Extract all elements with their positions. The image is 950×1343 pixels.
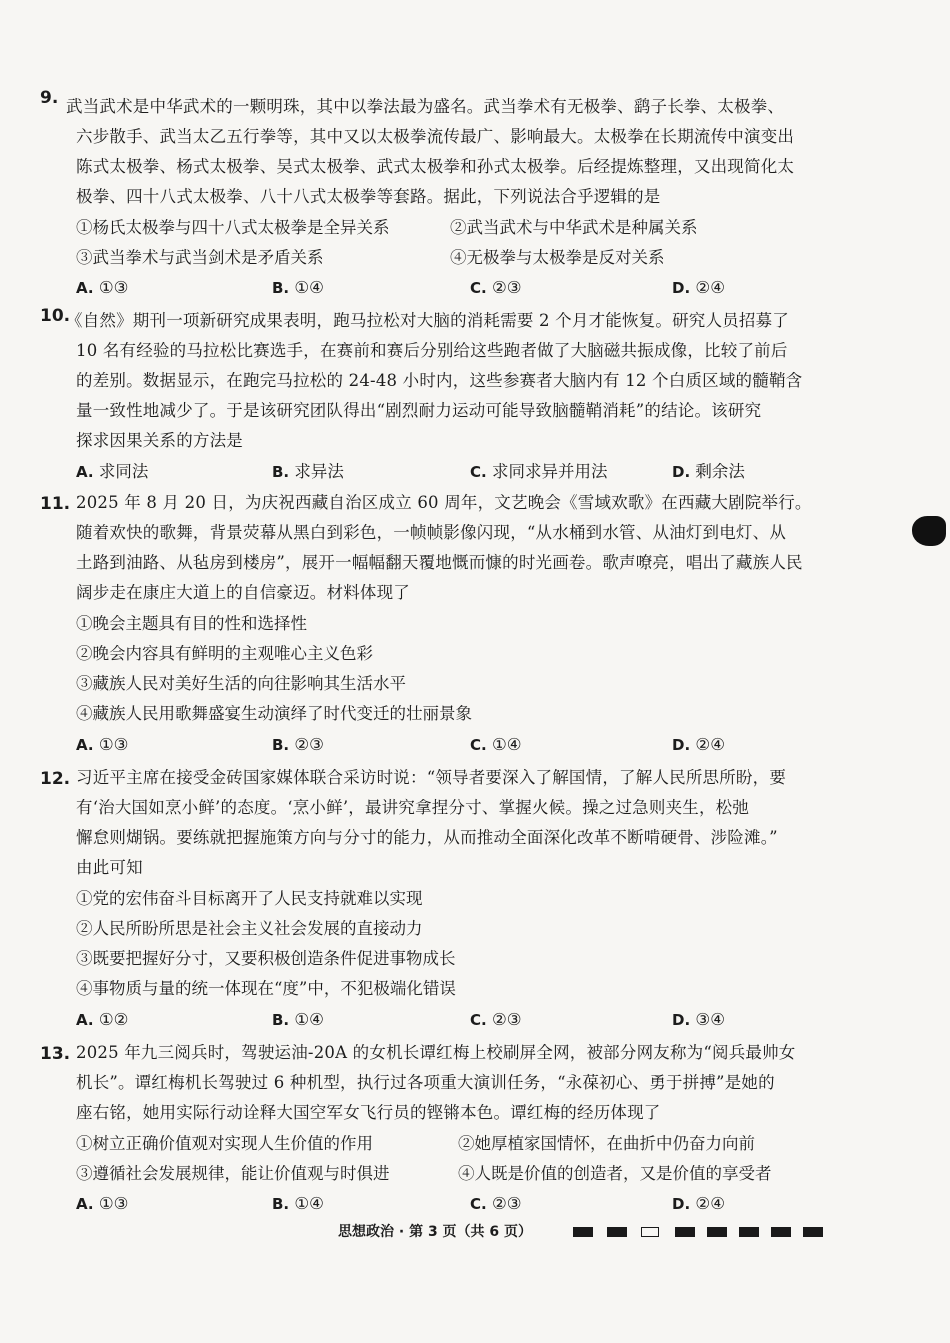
- option-text: 剩余法: [695, 462, 745, 481]
- scan-mark-hollow: [641, 1227, 659, 1237]
- option-a[interactable]: [76, 730, 128, 760]
- question-stem-line: 有‘治大国如烹小鲜’的态度。‘烹小鲜’，最讲究拿捏分寸、掌握火候。操之过急则夹生，松弛: [76, 798, 750, 817]
- option-d[interactable]: [672, 1189, 725, 1219]
- statement-4: ④事物质与量的统一体现在“度”中，不犯极端化错误: [76, 979, 456, 998]
- question-stem-line: 《自然》期刊一项新研究成果表明，跑马拉松对大脑的消耗需要 2 个月才能恢复。研究人员招募了: [66, 311, 789, 330]
- option-c[interactable]: [470, 1189, 522, 1219]
- option-letter: B.: [272, 736, 290, 754]
- statement-3: ③遵循社会发展规律，能让价值观与时俱进: [76, 1164, 390, 1183]
- option-text: 求异法: [294, 462, 344, 481]
- statement-3: ③藏族人民对美好生活的向往影响其生活水平: [76, 674, 406, 693]
- option-text: ①③: [98, 735, 129, 754]
- option-letter: C.: [470, 279, 487, 297]
- scan-mark: [607, 1227, 627, 1237]
- question-stem-line: 土路到油路、从毡房到楼房”，展开一幅幅翻天覆地慨而慷的时光画卷。歌声嘹亮，唱出了藏族人民: [76, 553, 803, 572]
- option-letter: A.: [76, 279, 94, 297]
- statement-1: ①树立正确价值观对实现人生价值的作用: [76, 1134, 373, 1153]
- question-stem-line: 2025 年九三阅兵时，驾驶运油-20A 的女机长谭红梅上校刷屏全网，被部分网友称为“阅兵最帅女: [76, 1043, 796, 1062]
- option-c[interactable]: [470, 273, 522, 303]
- option-text: ①④: [294, 278, 324, 297]
- question-stem-line: 的差别。数据显示，在跑完马拉松的 24-48 小时内，这些参赛者大脑内有 12 个白质区域的髓鞘含: [76, 371, 803, 390]
- scan-mark: [707, 1227, 727, 1237]
- question-stem-line: 量一致性地减少了。于是该研究团队得出“剧烈耐力运动可能导致脑髓鞘消耗”的结论。该研究: [76, 401, 762, 420]
- question-stem-line: 六步散手、武当太乙五行拳等，其中又以太极拳流传最广、影响最大。太极拳在长期流传中演变出: [76, 127, 795, 146]
- statement-3: ③武当拳术与武当剑术是矛盾关系: [76, 248, 324, 267]
- option-b[interactable]: [272, 273, 324, 303]
- option-text: ①④: [294, 1010, 324, 1029]
- option-a[interactable]: [76, 273, 128, 303]
- statement-1: ①晚会主题具有目的性和选择性: [76, 614, 307, 633]
- option-letter: C.: [470, 1195, 487, 1213]
- option-letter: C.: [470, 463, 487, 481]
- option-b[interactable]: [272, 730, 324, 760]
- question-stem-line: 座右铭，她用实际行动诠释大国空军女飞行员的铿锵本色。谭红梅的经历体现了: [76, 1103, 661, 1122]
- option-letter: A.: [76, 1011, 94, 1029]
- question-stem-line: 机长”。谭红梅机长驾驶过 6 种机型，执行过各项重大演训任务，“永葆初心、勇于拼搏”是她的: [76, 1073, 775, 1092]
- question-stem-line: 武当武术是中华武术的一颗明珠，其中以拳法最为盛名。武当拳术有无极拳、鹞子长拳、太极拳、: [66, 97, 785, 116]
- question-stem-line: 2025 年 8 月 20 日，为庆祝西藏自治区成立 60 周年，文艺晚会《雪域欢歌》在西藏大剧院举行。: [76, 493, 812, 512]
- scan-mark: [675, 1227, 695, 1237]
- question-number: 9.: [40, 88, 59, 108]
- option-c[interactable]: [470, 457, 607, 487]
- statement-4: ④无极拳与太极拳是反对关系: [450, 248, 665, 267]
- question-number: 11.: [40, 494, 71, 514]
- option-text: ②③: [294, 735, 324, 754]
- option-text: ②④: [695, 735, 725, 754]
- question-number: 10.: [40, 306, 71, 326]
- option-text: ①③: [98, 1194, 129, 1213]
- page-footer: 思想政治 · 第 3 页（共 6 页）: [338, 1224, 533, 1240]
- option-a[interactable]: [76, 1189, 128, 1219]
- option-letter: D.: [672, 279, 691, 297]
- option-a[interactable]: [76, 1005, 128, 1035]
- option-text: ③④: [695, 1010, 725, 1029]
- question-stem-line: 懈怠则煳锅。要练就把握施策方向与分寸的能力，从而推动全面深化改革不断啃硬骨、涉险滩。”: [76, 828, 778, 847]
- option-letter: D.: [672, 736, 691, 754]
- option-text: 求同法: [98, 462, 149, 481]
- statement-2: ②晚会内容具有鲜明的主观唯心主义色彩: [76, 644, 373, 663]
- option-letter: A.: [76, 1195, 94, 1213]
- question-stem-line: 习近平主席在接受金砖国家媒体联合采访时说：“领导者要深入了解国情，了解人民所思所盼，要: [76, 768, 787, 787]
- statement-1: ①杨氏太极拳与四十八式太极拳是全异关系: [76, 218, 390, 237]
- option-text: ②③: [491, 1010, 522, 1029]
- option-text: ①③: [98, 278, 129, 297]
- option-letter: C.: [470, 736, 487, 754]
- option-text: ②③: [491, 278, 522, 297]
- statement-2: ②她厚植家国情怀，在曲折中仍奋力向前: [458, 1134, 755, 1153]
- option-letter: B.: [272, 1011, 290, 1029]
- scan-mark: [739, 1227, 759, 1237]
- option-text: ①④: [491, 735, 522, 754]
- option-d[interactable]: [672, 1005, 725, 1035]
- question-stem-line: 由此可知: [76, 858, 143, 877]
- option-d[interactable]: [672, 730, 725, 760]
- option-letter: D.: [672, 1195, 691, 1213]
- question-stem-line: 陈式太极拳、杨式太极拳、吴式太极拳、武式太极拳和孙式太极拳。后经提炼整理，又出现简化太: [76, 157, 795, 176]
- statement-2: ②人民所盼所思是社会主义社会发展的直接动力: [76, 919, 423, 938]
- question-number: 13.: [40, 1044, 71, 1064]
- option-text: ①④: [294, 1194, 324, 1213]
- question-stem-line: 探求因果关系的方法是: [76, 431, 243, 450]
- option-d[interactable]: [672, 457, 745, 487]
- question-stem-line: 10 名有经验的马拉松比赛选手，在赛前和赛后分别给这些跑者做了大脑磁共振成像，比较了前后: [76, 341, 788, 360]
- statement-4: ④人既是价值的创造者，又是价值的享受者: [458, 1164, 772, 1183]
- question-number: 12.: [40, 769, 71, 789]
- option-letter: B.: [272, 279, 290, 297]
- ink-blot: [912, 516, 946, 546]
- option-text: ①②: [98, 1010, 129, 1029]
- option-a[interactable]: [76, 457, 148, 487]
- option-letter: B.: [272, 1195, 290, 1213]
- option-letter: A.: [76, 736, 94, 754]
- scan-mark: [573, 1227, 593, 1237]
- option-text: 求同求异并用法: [491, 462, 608, 481]
- question-stem-line: 随着欢快的歌舞，背景荧幕从黑白到彩色，一帧帧影像闪现，“从水桶到水管、从油灯到电灯、从: [76, 523, 787, 542]
- option-b[interactable]: [272, 1189, 324, 1219]
- option-b[interactable]: [272, 457, 344, 487]
- option-letter: D.: [672, 1011, 691, 1029]
- statement-4: ④藏族人民用歌舞盛宴生动演绎了时代变迁的壮丽景象: [76, 704, 472, 723]
- statement-1: ①党的宏伟奋斗目标离开了人民支持就难以实现: [76, 889, 423, 908]
- option-d[interactable]: [672, 273, 725, 303]
- option-c[interactable]: [470, 1005, 522, 1035]
- option-b[interactable]: [272, 1005, 324, 1035]
- option-letter: B.: [272, 463, 290, 481]
- question-stem-line: 极拳、四十八式太极拳、八十八式太极拳等套路。据此，下列说法合乎逻辑的是: [76, 187, 661, 206]
- question-stem-line: 阔步走在康庄大道上的自信豪迈。材料体现了: [76, 583, 410, 602]
- option-letter: A.: [76, 463, 94, 481]
- scan-mark: [803, 1227, 823, 1237]
- option-text: ②④: [695, 278, 725, 297]
- option-text: ②③: [491, 1194, 522, 1213]
- option-letter: C.: [470, 1011, 487, 1029]
- option-text: ②④: [695, 1194, 725, 1213]
- option-c[interactable]: [470, 730, 522, 760]
- statement-3: ③既要把握好分寸，又要积极创造条件促进事物成长: [76, 949, 456, 968]
- scan-mark: [771, 1227, 791, 1237]
- option-letter: D.: [672, 463, 691, 481]
- statement-2: ②武当武术与中华武术是种属关系: [450, 218, 698, 237]
